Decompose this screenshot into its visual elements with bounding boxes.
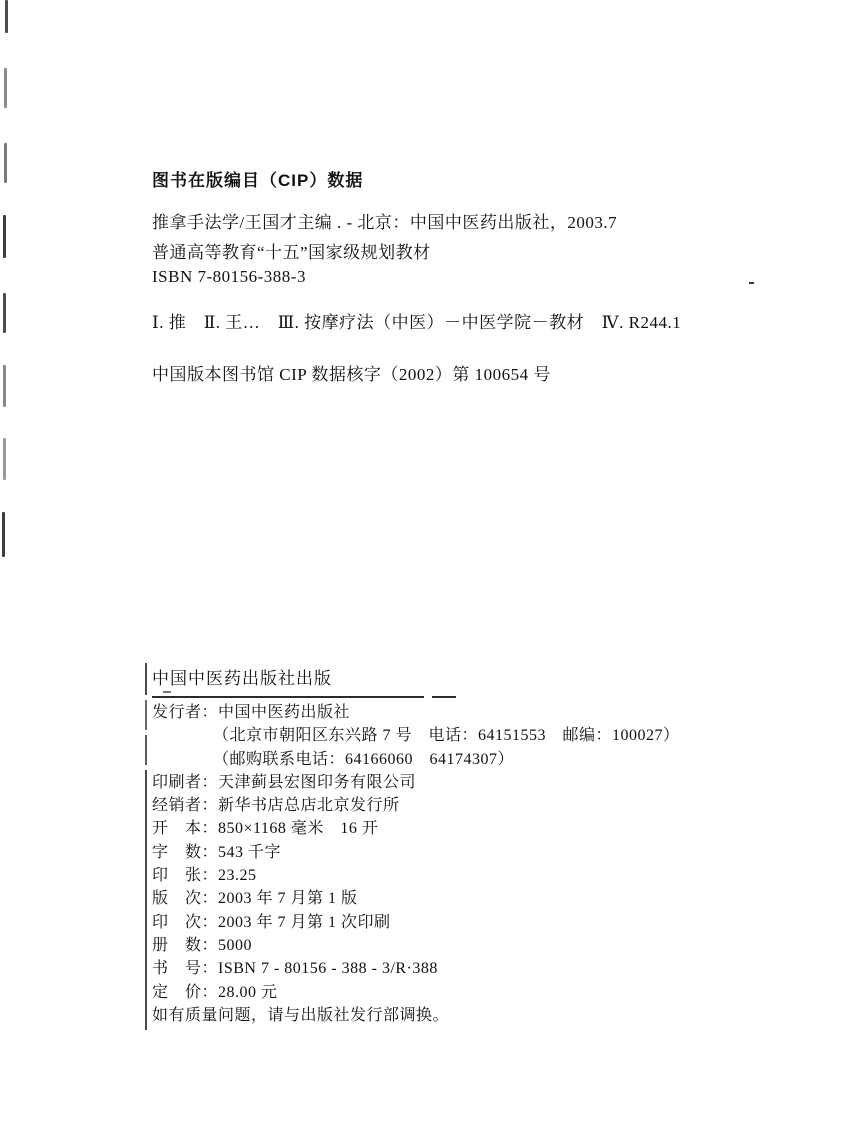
- fold-line-segment: [145, 770, 147, 1030]
- scan-artifact-edge-mark: [3, 293, 6, 333]
- colophon-line-format: 开 本：850×1168 毫米 16 开: [152, 820, 379, 838]
- fold-line-segment: [145, 663, 147, 695]
- colophon-line-printer: 印刷者：天津蓟县宏图印务有限公司: [152, 773, 417, 791]
- cip-isbn-line: ISBN 7-80156-388-3: [152, 267, 306, 286]
- colophon-line-copies: 册 数：5000: [152, 936, 253, 954]
- cip-series-line: 普通高等教育“十五”国家级规划教材: [152, 243, 431, 262]
- colophon-line-sheets: 印 张：23.25: [152, 867, 257, 885]
- scan-artifact-edge-mark: [5, 0, 8, 33]
- colophon-line-quality-notice: 如有质量问题，请与出版社发行部调换。: [152, 1006, 450, 1024]
- scan-artifact-edge-mark: [4, 68, 7, 108]
- colophon-line-edition: 版 次：2003 年 7 月第 1 版: [152, 890, 358, 908]
- colophon-line-seller: 经销者：新华书店总店北京发行所: [152, 797, 400, 815]
- colophon-line-address: （北京市朝阳区东兴路 7 号 电话：64151553 邮编：100027）: [213, 727, 680, 745]
- divider-rule-tick: [163, 691, 171, 693]
- fold-line-segment: [145, 735, 147, 765]
- colophon-line-distributor: 发行者：中国中医药出版社: [152, 704, 351, 721]
- cip-title-line: 推拿手法学/王国才主编 . - 北京：中国中医药出版社，2003.7: [152, 213, 618, 232]
- divider-rule-fragment: [432, 696, 456, 698]
- colophon-line-price: 定 价：28.00 元: [152, 983, 278, 1001]
- colophon-details: [152, 701, 680, 1027]
- colophon-line-printing: 印 次：2003 年 7 月第 1 次印刷: [152, 913, 391, 931]
- fold-line-segment: [145, 700, 147, 730]
- scan-artifact-edge-mark: [4, 143, 7, 183]
- divider-rule: [152, 696, 424, 698]
- scan-artifact-speck: [749, 282, 754, 284]
- cip-record-line: 中国版本图书馆 CIP 数据核字（2002）第 100654 号: [152, 365, 551, 384]
- cip-classification-line: Ⅰ. 推 Ⅱ. 王… Ⅲ. 按摩疗法（中医）－中医学院－教材 Ⅳ. R244.1: [152, 313, 682, 332]
- scan-artifact-edge-mark: [3, 215, 6, 258]
- scan-artifact-edge-mark: [2, 512, 5, 557]
- scan-artifact-edge-mark: [3, 438, 6, 480]
- colophon-line-mailorder-phone: （邮购联系电话：64166060 64174307）: [213, 750, 515, 768]
- colophon-line-wordcount: 字 数：543 千字: [152, 843, 282, 861]
- colophon-line-book-number: 书 号：ISBN 7 - 80156 - 388 - 3/R·388: [152, 960, 438, 978]
- cip-header: 图书在版编目（CIP）数据: [152, 171, 364, 190]
- publisher-header: 中国中医药出版社出版: [152, 669, 332, 688]
- scan-artifact-edge-mark: [3, 365, 6, 407]
